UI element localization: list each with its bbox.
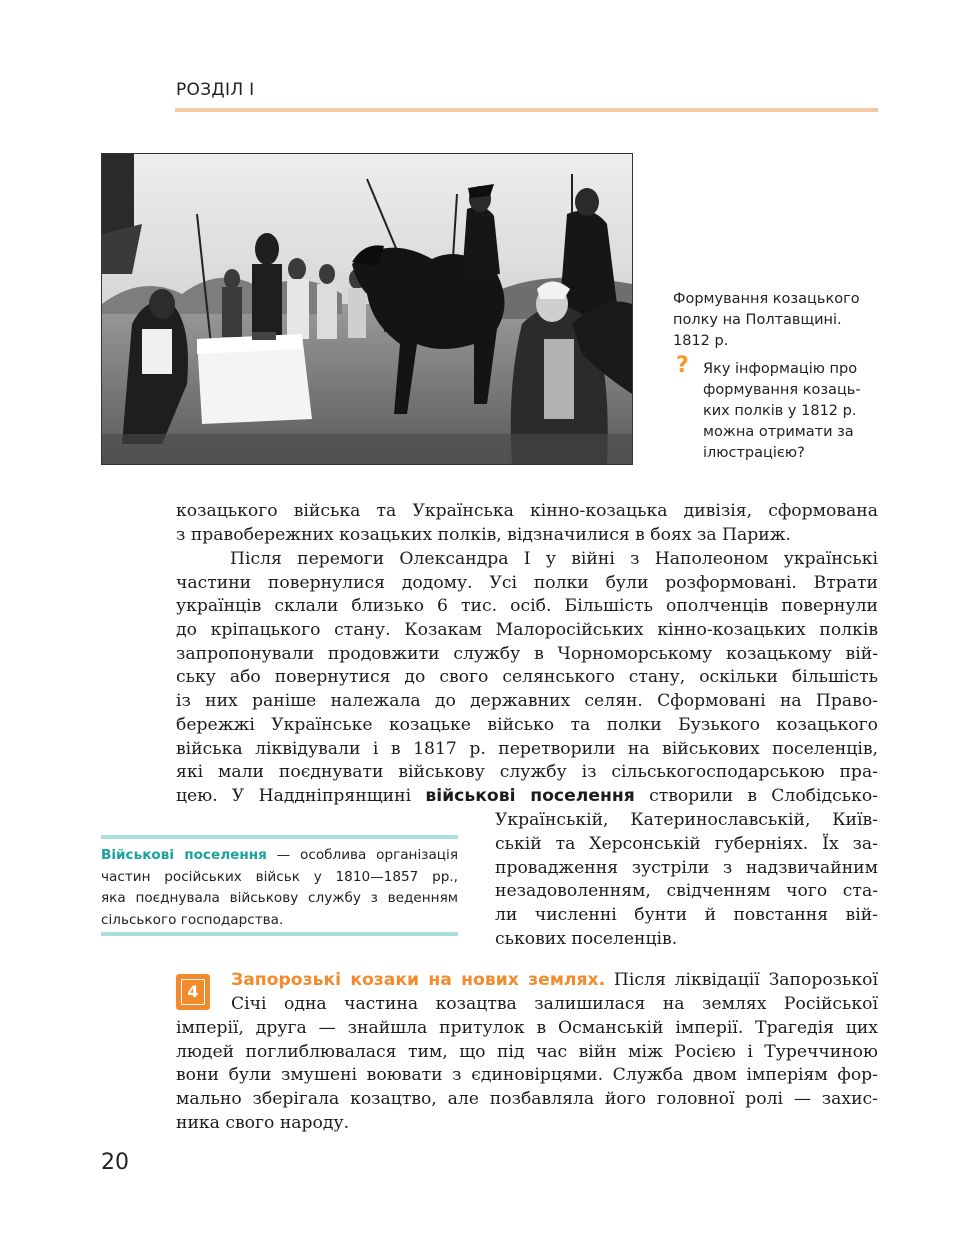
- caption-line: полку на Полтавщині.: [673, 312, 842, 328]
- section-line: імперії, друга — знайшла притулок в Османській імперії. Трагедія цих: [176, 1018, 878, 1038]
- section-line: вони були змушені воювати з єдиновірцями. Служба двом імперіям фор-: [176, 1065, 878, 1085]
- definition-line: [101, 845, 458, 867]
- definition-line: сільського господарства.: [101, 911, 284, 928]
- body-text-span: створили в Слобідсько-: [634, 786, 878, 806]
- section-line: мально зберігала козацтво, але позбавляла його головної ролі — захис-: [176, 1089, 878, 1109]
- question-icon: ?: [676, 353, 689, 378]
- body-line: незадоволенням, свідченням чого ста-: [495, 881, 878, 901]
- section-line: ника свого народу.: [176, 1113, 350, 1133]
- body-line: ськових поселенців.: [495, 929, 678, 949]
- section-number-badge: [176, 974, 210, 1010]
- definition-term: Військові поселення: [101, 847, 267, 863]
- body-line: ли численні бунти й повстання вій-: [495, 905, 878, 925]
- body-line: провадження зустріли з надзвичайним: [495, 858, 878, 878]
- body-line: [176, 785, 878, 809]
- body-line: ську або повернутися до свого селянського стану, оскільки більшість: [176, 667, 878, 687]
- figure-question: [673, 353, 873, 464]
- section-header: РОЗДІЛ І: [176, 80, 255, 100]
- definition-text: [101, 845, 458, 931]
- caption-line: 1812 р.: [673, 333, 729, 349]
- definition-line: яка поєднувала військову службу з веденням: [101, 890, 458, 906]
- section-line: [231, 969, 878, 993]
- body-line: із них раніше належала до державних селян. Сформовані на Право-: [176, 691, 878, 711]
- question-line: Яку інформацію про: [703, 361, 858, 377]
- question-line: можна отримати за: [703, 424, 854, 440]
- figure-caption: [673, 289, 873, 464]
- header-divider: [175, 108, 878, 112]
- body-line: ській та Херсонській губерніях. Їх за-: [495, 834, 878, 854]
- question-line: ілюстрацією?: [703, 445, 805, 461]
- illustration-cossack-regiment: [101, 153, 633, 465]
- body-line: Після перемоги Олександра І у війні з Наполеоном українські: [230, 549, 878, 569]
- body-text-span: цею. У Наддніпрянщині: [176, 786, 426, 806]
- painting-svg: [102, 154, 632, 464]
- body-line: частини повернулися додому. Усі полки були розформовані. Втрати: [176, 573, 878, 593]
- body-line: українців склали близько 6 тис. осіб. Більшість ополченців повернули: [176, 596, 878, 616]
- body-line: козацького війська та Українська кінно-козацька дивізія, сформована: [176, 501, 878, 521]
- body-line: Українській, Катеринославській, Київ-: [495, 810, 878, 830]
- question-line: ких полків у 1812 р.: [703, 403, 857, 419]
- page-number: 20: [101, 1150, 129, 1175]
- section-number: 4: [181, 979, 205, 1005]
- section-title: Запорозькі козаки на нових землях.: [231, 970, 606, 990]
- body-line: запропонували продовжити службу в Чорноморському козацькому вій-: [176, 644, 878, 664]
- body-line: до кріпацького стану. Козакам Малоросійських кінно-козацьких полків: [176, 620, 878, 640]
- question-line: формування козаць-: [703, 382, 861, 398]
- section-span: Після ліквідації Запорозької: [605, 970, 879, 990]
- body-line: з правобережних козацьких полків, відзначилися в боях за Париж.: [176, 525, 792, 545]
- definition-line: частин російських військ у 1810—1857 рр.,: [101, 868, 458, 885]
- body-line: війська ліквідували і в 1817 р. перетворили на військових поселенців,: [176, 739, 878, 759]
- section-line: Січі одна частина козацтва залишилася на землях Російської: [231, 994, 878, 1014]
- caption-line: Формування козацького: [673, 291, 860, 307]
- body-line: які мали поєднувати військову службу із сільськогосподарською пра-: [176, 762, 878, 782]
- section-line: людей поглиблювалася тим, що під час війн між Росією і Туреччиною: [176, 1042, 878, 1062]
- definition-span: — особлива організація: [266, 847, 458, 863]
- body-line: бережжі Українське козацьке військо та полки Бузького козацького: [176, 715, 878, 735]
- key-term: військові поселення: [425, 786, 635, 806]
